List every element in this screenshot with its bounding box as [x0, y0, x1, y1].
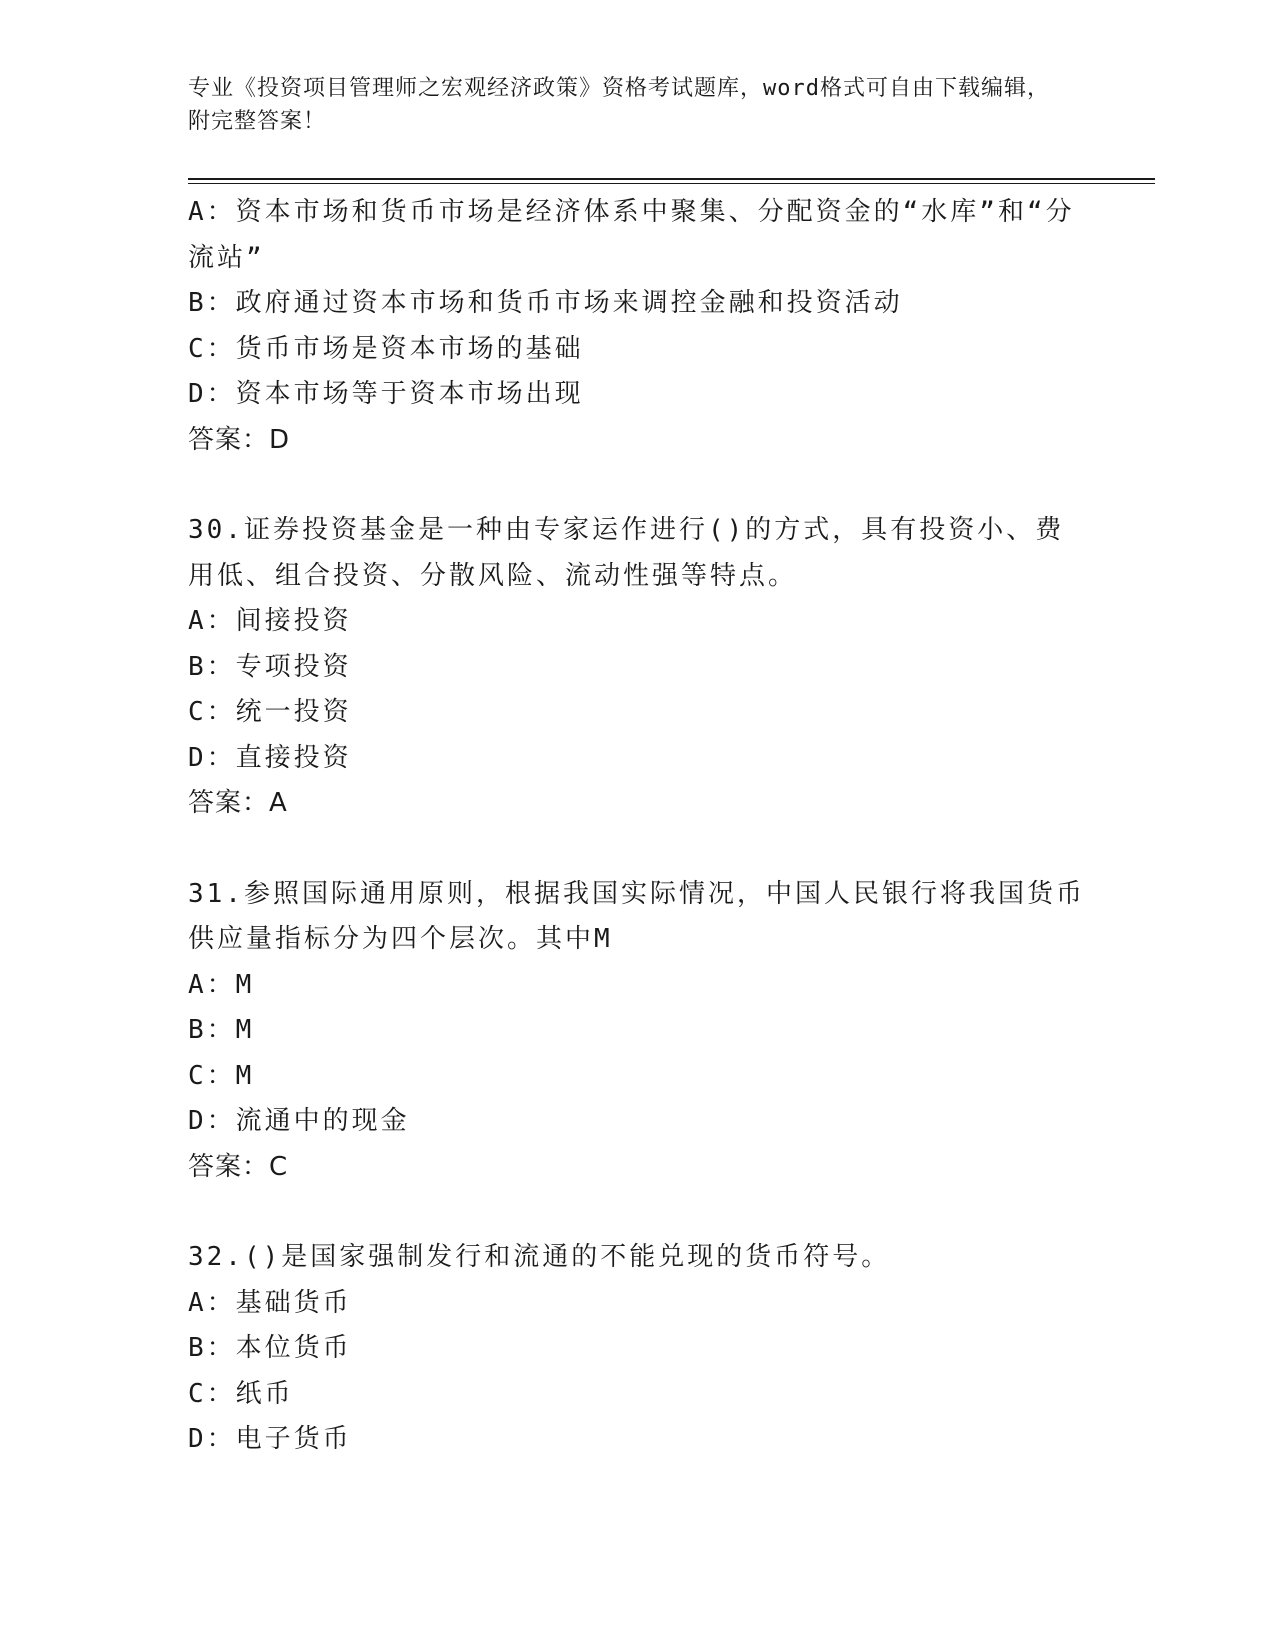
option-b: B：M — [188, 1015, 255, 1045]
option-c: C：M — [188, 1060, 255, 1091]
question-31 — [188, 872, 1088, 1191]
document-header: 专业《投资项目管理师之宏观经济政策》资格考试题库，word格式可自由下载编辑，附完整答案！ — [188, 76, 1050, 134]
question-stem: 32.()是国家强制发行和流通的不能兑现的货币符号。 — [188, 1242, 891, 1272]
option-d: D：流通中的现金 — [188, 1106, 410, 1136]
option-a: A：基础货币 — [188, 1287, 352, 1318]
option-c: C：货币市场是资本市场的基础 — [188, 333, 584, 364]
header-divider-thin — [188, 183, 1155, 184]
answer-line: 答案：A — [188, 788, 288, 818]
option-d: D：电子货币 — [188, 1424, 352, 1454]
header-divider-thick — [188, 178, 1155, 180]
answer-line: 答案：D — [188, 424, 291, 455]
question-30 — [188, 508, 1088, 827]
option-a: A：间接投资 — [188, 606, 352, 636]
question-stem: 31.参照国际通用原则，根据我国实际情况，中国人民银行将我国货币供应量指标分为四个层次。其中M — [188, 878, 1085, 954]
question-29-continuation — [188, 190, 1088, 463]
question-32 — [188, 1235, 1088, 1463]
option-a: A：资本市场和货币市场是经济体系中聚集、分配资金的“水库”和“分流站” — [188, 197, 1075, 273]
option-c: C：统一投资 — [188, 697, 352, 727]
answer-line: 答案：C — [188, 1151, 289, 1182]
option-b: B：政府通过资本市场和货币市场来调控金融和投资活动 — [188, 288, 903, 318]
question-list — [188, 190, 1088, 1463]
option-c: C：纸币 — [188, 1378, 294, 1409]
option-d: D：资本市场等于资本市场出现 — [188, 379, 584, 409]
option-a: A：M — [188, 969, 255, 1000]
option-b: B：本位货币 — [188, 1333, 352, 1363]
option-b: B：专项投资 — [188, 651, 352, 682]
question-stem: 30.证券投资基金是一种由专家运作进行()的方式，具有投资小、费用低、组合投资、分散风险、流动性强等特点。 — [188, 515, 1065, 591]
option-d: D：直接投资 — [188, 742, 352, 773]
